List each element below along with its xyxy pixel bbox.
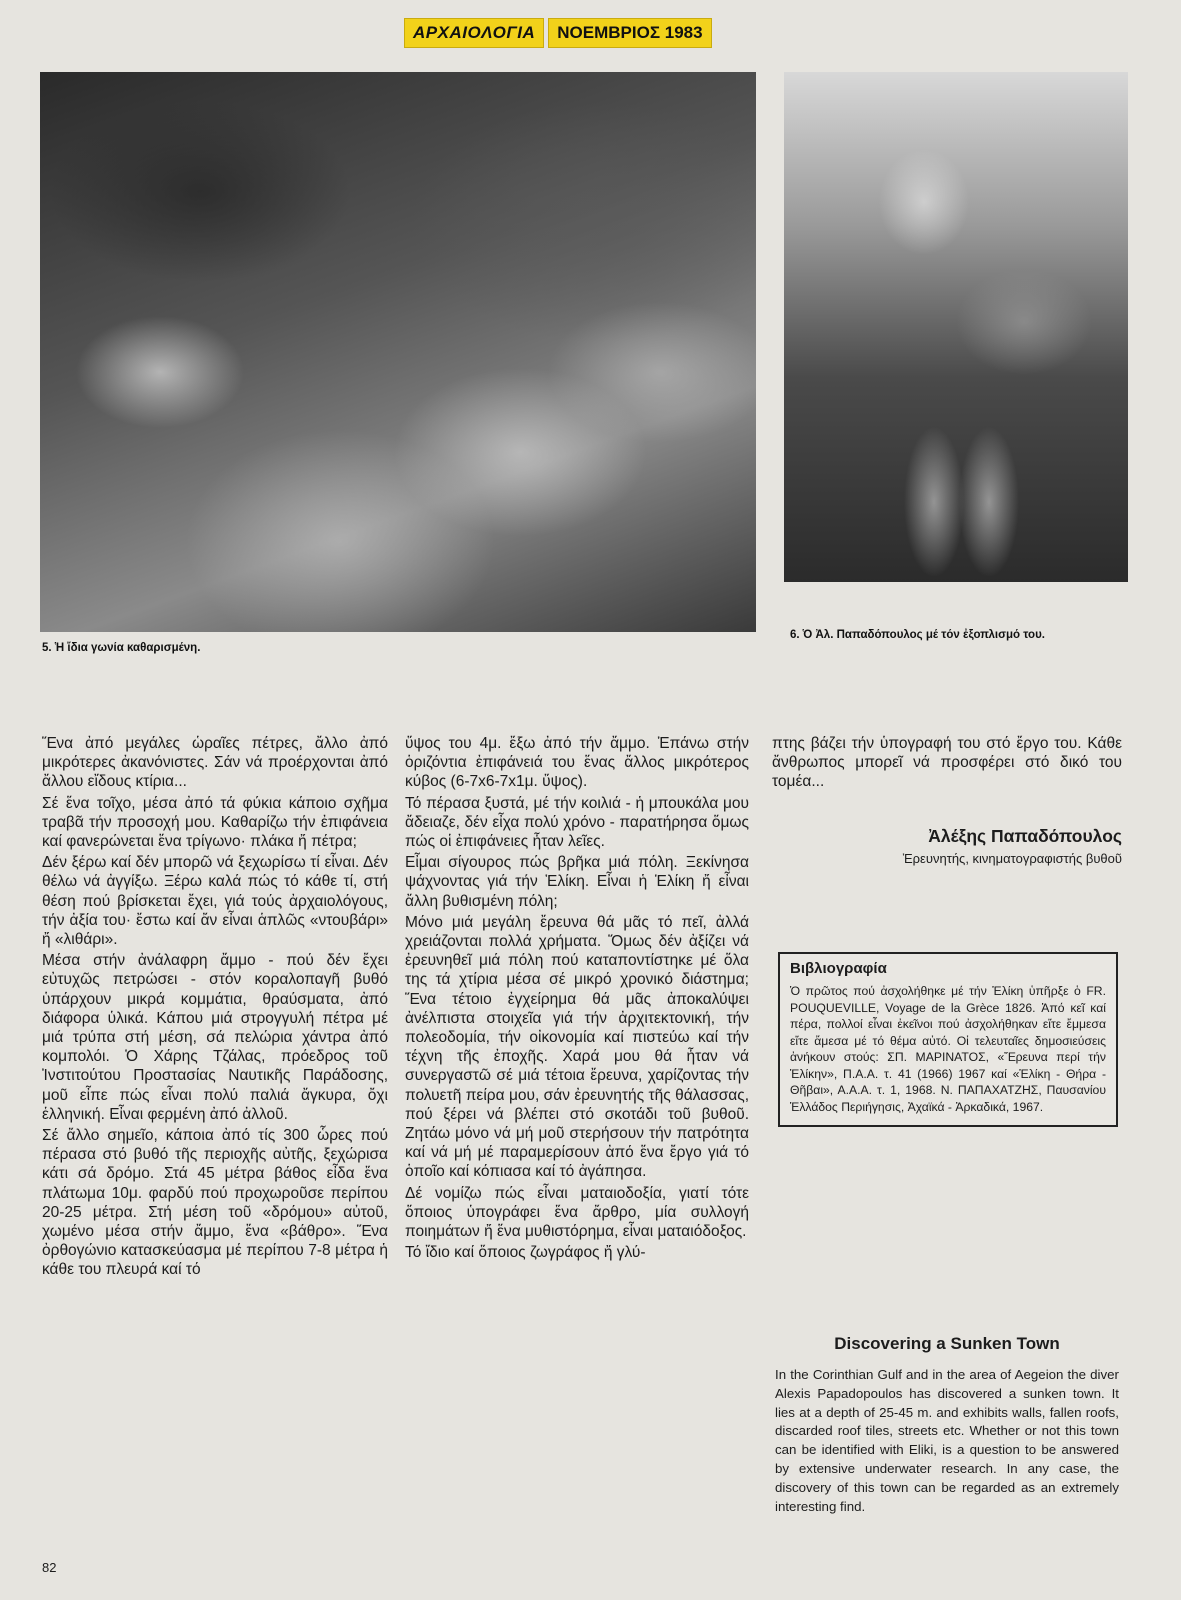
paragraph: Τό ἴδιο καί ὅποιος ζωγράφος ἤ γλύ- xyxy=(405,1244,646,1262)
paragraph: πτης βάζει τήν ὑπογραφή του στό ἔργο του. Κάθε ἄνθρωπος μπορεῖ νά προσφέρει στό δικό του τομέα... xyxy=(772,735,1122,791)
author-signature xyxy=(772,826,1122,866)
photo-caption-6: 6. Ὁ Ἀλ. Παπαδόπουλος μέ τόν ἐξοπλισμό του. xyxy=(790,629,1045,641)
page-number: 82 xyxy=(42,1560,57,1575)
photo-caption-5: 5. Ἡ ἴδια γωνία καθαρισμένη. xyxy=(42,642,201,654)
issue-date: ΝΟΕΜΒΡΙΟΣ 1983 xyxy=(548,18,711,48)
diver-portrait-photo xyxy=(784,72,1128,582)
author-role: Ἐρευνητής, κινηματογραφιστής βυθοῦ xyxy=(902,851,1122,866)
paragraph: Τό πέρασα ξυστά, μέ τήν κοιλιά - ἡ μπουκάλα μου ἄδειαζε, δέν εἶχα πολύ χρόνο - παρατήρησα ὅμως πώς οἱ ἐπιφάνειες ἦταν λεῖες. xyxy=(405,794,749,851)
bibliography-title: Βιβλιογραφία xyxy=(790,960,887,977)
article-column-2 xyxy=(405,734,749,1264)
english-summary xyxy=(775,1334,1119,1516)
article-column-3 xyxy=(772,734,1122,794)
paragraph: Δέν ξέρω καί δέν μπορῶ νά ξεχωρίσω τί εἶναι. Δέν θέλω νά ἀγγίξω. Ξέρω καλά πώς τό κάθε τί, στή θέση πού βρίσκεται ἔχει, γιά τούς ἀρχαιολόγους, τήν ἀξία του· ἔστω καί ἄν εἶναι ἁπλῶς «ντουβάρι» ἤ «λιθάρι». xyxy=(42,854,388,949)
article-column-1 xyxy=(42,734,388,1282)
paragraph: Ἕνα ἀπό μεγάλες ὡραῖες πέτρες, ἄλλο ἀπό μικρότερες ἀκανόνιστες. Σάν νά προέρχονται ἀπό ἄλλου εἴδους κτίρια... xyxy=(42,735,388,791)
paragraph: Μέσα στήν ἀνάλαφρη ἄμμο - πού δέν ἔχει εὐτυχῶς πετρώσει - στόν κοραλοπαγῆ βυθό ὑπάρχουν μικρά κομμάτια, θραύσματα, ἀπό διάφορα ὑλικά. Κάπου μιά στρογγυλή πέτρα μέ μιά τρύπα στή μέση, σά πελώρια χάντρα ἀπό κομπολόι. Ὁ Χάρης Τζάλας, πρόεδρος τοῦ Ἰνστιτούτου Προστασίας Ναυτικῆς Παράδοσης, μοῦ εἶπε πώς εἶναι πολύ παλιά ἄγκυρα, ὄχι ἑλληνική. Εἶναι φερμένη ἀπό ἀλλοῦ. xyxy=(42,952,388,1123)
english-summary-text: In the Corinthian Gulf and in the area of Aegeion the diver Alexis Papadopoulos has discovered a sunken town. It lies at a depth of 25-45 m. and exhibits walls, fallen roofs, discarded roof tiles, streets etc. Whether or not this town can be identified with Eliki, is a question to be answered by extensive underwater research. In any case, the discovery of this town can be regarded as an extremely interesting find. xyxy=(775,1367,1119,1514)
bibliography-box xyxy=(778,952,1118,1127)
paragraph: Δέ νομίζω πώς εἶναι ματαιοδοξία, γιατί τότε ὅποιος ὑπογράφει ἕνα ἄρθρο, μία συλλογή ποιημάτων ἤ ἕνα μυθιστόρημα, εἶναι ματαιόδοξος. xyxy=(405,1184,749,1241)
paragraph: ὕψος του 4μ. ἔξω ἀπό τήν ἄμμο. Ἐπάνω στήν ὁριζόντια ἐπιφάνειά του ἕνας ἄλλος μικρότερος κύβος (6-7x6-7x1μ. ὕψος). xyxy=(405,735,749,791)
magazine-title: ΑΡΧΑΙΟΛΟΓΙΑ xyxy=(404,18,544,48)
paragraph: Σέ ἕνα τοῖχο, μέσα ἀπό τά φύκια κάποιο σχῆμα τραβᾶ τήν προσοχή μου. Καθαρίζω τήν ἐπιφάνεια καί φανερώνεται ἕνα τρίγωνο· πλάκα ἤ πέτρα; xyxy=(42,794,388,851)
paragraph: Μόνο μιά μεγάλη ἔρευνα θά μᾶς τό πεῖ, ἀλλά χρειάζονται πολλά χρήματα. Ὅμως δέν ἀξίζει νά ἐρευνηθεῖ μιά πόλη πού καταποντίστηκε μέ ὅλα της τά χτίρια μέσα σέ μικρό χρονικό διάστημα; Ἕνα τέτοιο ἐγχείρημα θά μᾶς ἀποκαλύψει ἀνέλπιστα στοιχεῖα γιά τήν ἀρχιτεκτονική, τήν πολεοδομία, τήν οἰκονομία καί πιστεύω καί τήν τέχνη τῆς ἐποχῆς. Χαρά μου θά ἦταν νά συνεργαστῶ σέ μιά τέτοια ἔρευνα, χαρίζοντας τήν πολυετῆ πείρα μου, σάν ἐρευνητής τῆς θάλασσας, πού ξέρει νά βλέπει στό σκοτάδι τοῦ βυθοῦ. Ζητάω μόνο νά μή μοῦ στερήσουν τήν πατρότητα καί νά μή μέ παραμερίσουν ἀπό ἕνα ἔργο γιά τό ὁποῖο καί κόπιασα καί τό ἀγάπησα. xyxy=(405,913,749,1181)
bibliography-text: Ὁ πρῶτος πού ἀσχολήθηκε μέ τήν Ἑλίκη ὑπῆρξε ὁ FR. POUQUEVILLE, Voyage de la Grèce 1826. Ἀπό κεῖ καί πέρα, πολλοί εἶναι ἐκεῖνοι πού ἀσχολήθηκαν εἴτε ἔμμεσα εἴτε ἄμεσα μέ τό θέμα αὐτό. Οἱ τελευταῖες δημοσιεύσεις ἀνήκουν στούς: ΣΠ. ΜΑΡΙΝΑΤΟΣ, «Ἔρευνα περί τήν Ἑλίκην», Π.Α.Α. τ. 41 (1966) 1967 καί «Ἑλίκη - Θήρα - Θῆβαι», Α.Α.Α. τ. 1, 1968. Ν. ΠΑΠΑΧΑΤΖΗΣ, Παυσανίου Ἑλλάδος Περιήγησις, Ἀχαϊκά - Ἀρκαδικά, 1967. xyxy=(790,984,1106,1114)
paragraph: Εἶμαι σίγουρος πώς βρῆκα μιά πόλη. Ξεκίνησα ψάχνοντας γιά τήν Ἑλίκη. Εἶναι ἡ Ἑλίκη ἤ εἶναι ἄλλη βυθισμένη πόλη; xyxy=(405,854,749,910)
english-summary-title: Discovering a Sunken Town xyxy=(834,1334,1060,1353)
paragraph: Σέ ἄλλο σημεῖο, κάποια ἀπό τίς 300 ὧρες πού πέρασα στό βυθό τῆς περιοχῆς αὐτῆς, ξεχώρισα κάτι σά δρόμο. Στά 45 μέτρα βάθος εἶδα ἕνα πλάτωμα 10μ. φαρδύ πού προχωροῦσε περίπου 20-25 μέτρα. Στή μέση τοῦ «δρόμου» αὐτοῦ, χωμένο μέσα στήν ἄμμο, ἕνα «βάθρο». Ἕνα ὀρθογώνιο κατασκεύασμα μέ περίπου 7-8 μέτρα ἡ κάθε του πλευρά καί τό xyxy=(42,1127,388,1279)
underwater-corner-photo xyxy=(40,72,756,632)
masthead xyxy=(404,18,712,48)
author-name: Ἀλέξης Παπαδόπουλος xyxy=(928,826,1122,846)
